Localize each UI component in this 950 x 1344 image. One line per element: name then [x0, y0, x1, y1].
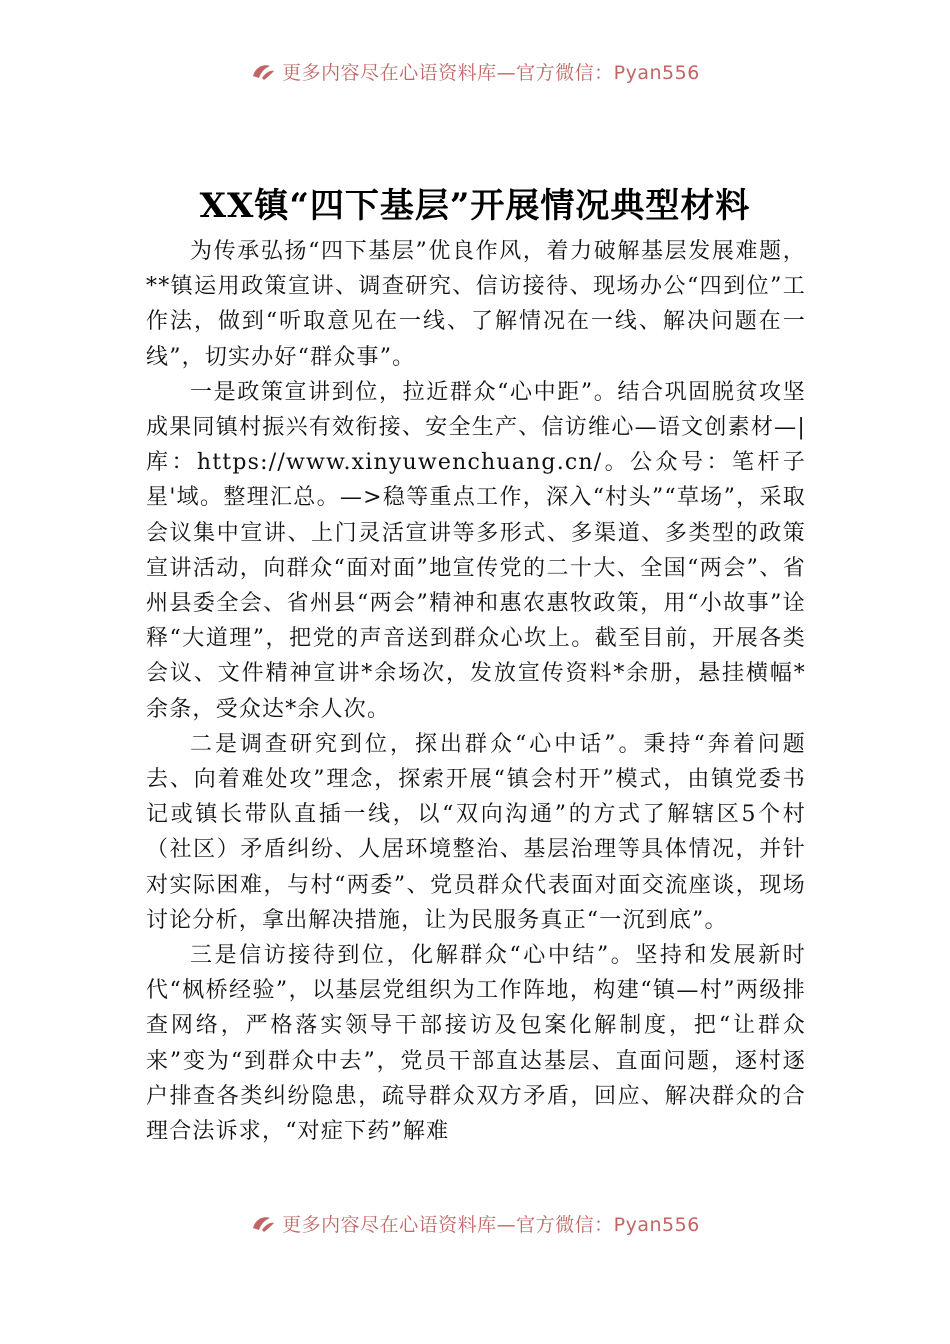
document-body — [146, 234, 806, 1149]
paragraph-intro: 为传承弘扬“四下基层”优良作风，着力破解基层发展难题，**镇运用政策宣讲、调查研究、信访接待、现场办公“四到位”工作法，做到“听取意见在一线、了解情况在一线、解决问题在一线”，切实办好“群众事”。 — [146, 239, 806, 370]
watermark-logo-icon — [250, 60, 276, 82]
header-watermark — [0, 58, 950, 84]
paragraph-policy-publicity: 一是政策宣讲到位，拉近群众“心中距”。结合巩固脱贫攻坚成果同镇村振兴有效衔接、安全生产、信访维心—语文创素材—|库：https://www.xinyuwenchuang.cn/。公众号：笔杆子星'域。整理汇总。—>稳等重点工作，深入“村头”“草场”，采取会议集中宣讲、上门灵活宣讲等多形式、多渠道、多类型的政策宣讲活动，向群众“面对面”地宣传党的二十大、全国“两会”、省州县委全会、省州县“两会”精神和惠农惠牧政策，用“小故事”诠释“大道理”，把党的声音送到群众心坎上。截至目前，开展各类会议、文件精神宣讲*余场次，发放宣传资料*余册，悬挂横幅*余条，受众达*余人次。 — [146, 379, 806, 722]
paragraph-petition-reception: 三是信访接待到位，化解群众“心中结”。坚持和发展新时代“枫桥经验”，以基层党组织为工作阵地，构建“镇—村”两级排查网络，严格落实领导干部接访及包案化解制度，把“让群众来”变为“到群众中去”，党员干部直达基层、直面问题，逐村逐户排查各类纠纷隐患，疏导群众双方矛盾，回应、解决群众的合理合法诉求，“对症下药”解难 — [146, 943, 806, 1145]
document-title: XX镇“四下基层”开展情况典型材料 — [199, 186, 751, 226]
watermark-text: 更多内容尽在心语资料库—官方微信：Pyan556 — [282, 61, 700, 84]
watermark-logo-icon — [250, 1212, 276, 1234]
footer-watermark — [0, 1210, 950, 1236]
paragraph-research: 二是调查研究到位，探出群众“心中话”。秉持“奔着问题去、向着难处攻”理念，探索开展“镇会村开”模式，由镇党委书记或镇长带队直插一线，以“双向沟通”的方式了解辖区5个村（社区）矛盾纠纷、人居环境整治、基层治理等具体情况，并针对实际困难，与村“两委”、党员群众代表面对面交流座谈，现场讨论分析，拿出解决措施，让为民服务真正“一沉到底”。 — [146, 731, 806, 933]
watermark-text: 更多内容尽在心语资料库—官方微信：Pyan556 — [282, 1213, 700, 1236]
